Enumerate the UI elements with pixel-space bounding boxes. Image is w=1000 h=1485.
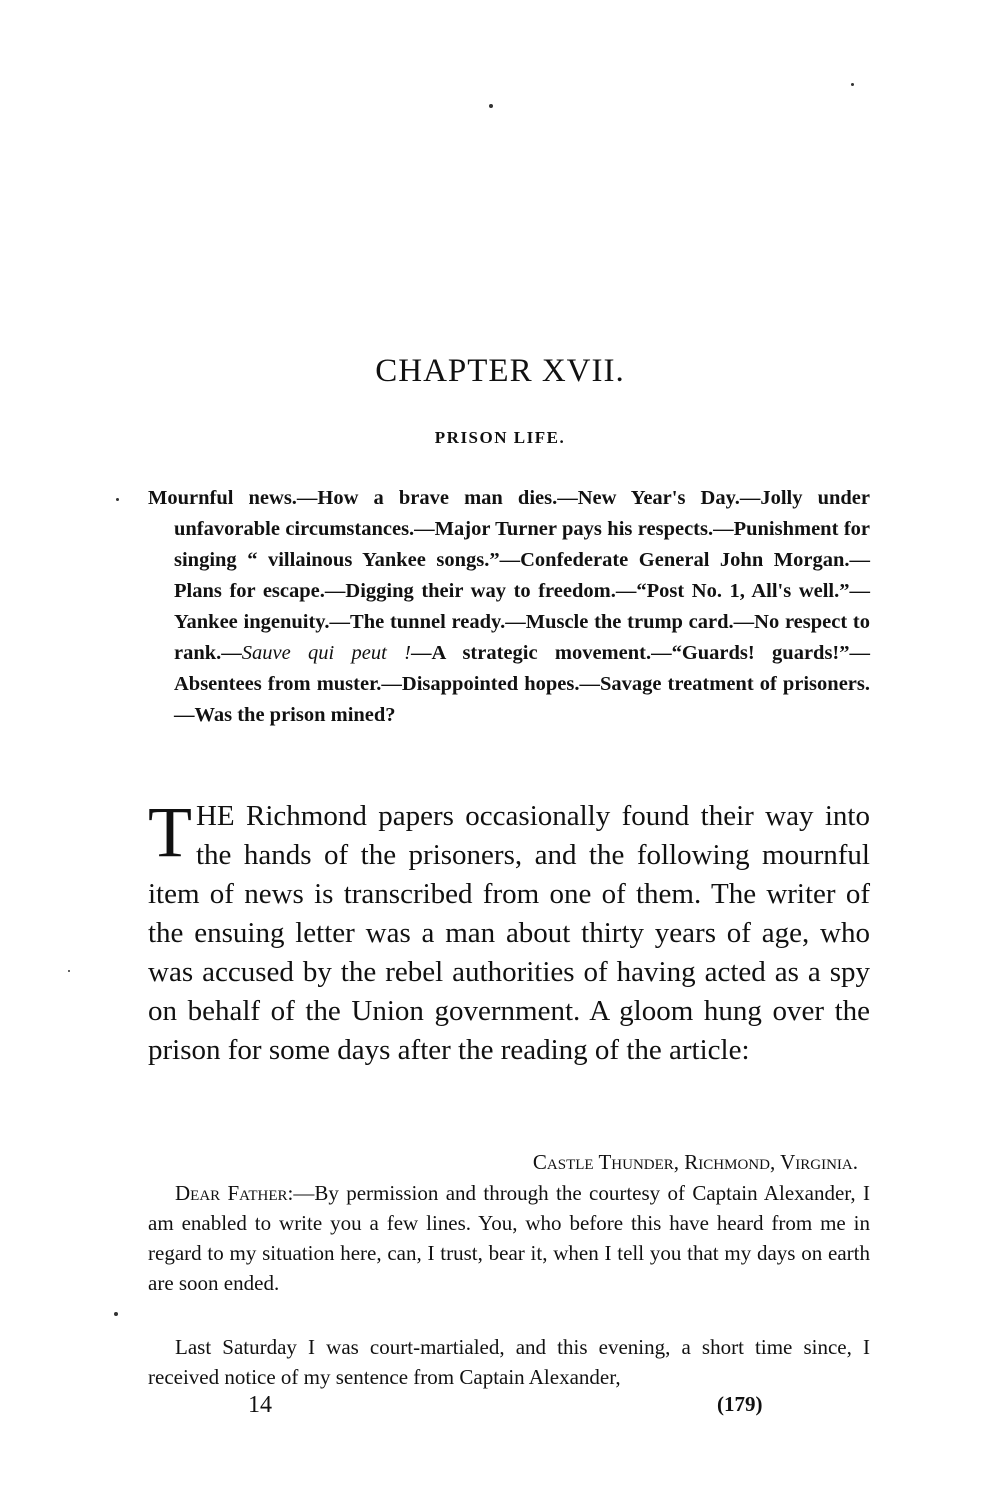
chapter-synopsis — [148, 483, 870, 731]
letter-paragraph: Last Saturday I was court-martialed, and this evening, a short time since, I received notice of my sentence from Captain Alexander, — [148, 1335, 870, 1389]
synopsis-part: Mournful news.—How a brave man dies.—New Year's Day.—Jolly under unfavorable circumstances.—Major Turner pays his respects.—Punishment for singing “ villainous Yankee songs.”—Confederate General John Morgan.—Plans for escape.—Digging their way to freedom.—“Post No. 1, All's well.”—Yankee ingenuity.—The tunnel ready.—Muscle the trump card.—No respect to rank.— — [148, 487, 870, 664]
synopsis-italic-phrase: Sauve qui peut ! — [241, 642, 411, 664]
chapter-subtitle: PRISON LIFE. — [434, 428, 566, 447]
ink-speck — [114, 1312, 118, 1316]
ink-speck — [851, 83, 854, 86]
ink-speck — [489, 104, 493, 108]
letter-paragraph — [148, 1178, 870, 1298]
ink-speck — [68, 970, 70, 972]
opening-paragraph — [148, 792, 870, 1070]
signature-mark: 14 — [248, 1392, 272, 1418]
letter-heading: Castle Thunder, Richmond, Virginia. — [532, 1150, 858, 1174]
opening-paragraph-text: HE Richmond papers occasionally found their way into the hands of the prisoners, and the following mournful item of news is transcribed from one of them. The writer of the ensuing letter was a man about thirty years of age, who was accused by the rebel authorities of having acted as a spy on behalf of the Union government. A gloom hung over the prison for some days after the reading of the article: — [148, 800, 870, 1066]
drop-cap: T — [148, 792, 192, 872]
chapter-title: CHAPTER XVII. — [375, 353, 625, 389]
synopsis-part: —A strategic movement.—“Guards! guards!”—Absentees from muster.—Disappointed hopes.—Savage treatment of prisoners.—Was the prison mined? — [174, 642, 870, 726]
ink-speck — [116, 498, 119, 501]
letter-salutation: Dear Father: — [175, 1181, 294, 1205]
letter-paragraph-text: —By permission and through the courtesy of Captain Alexander, I am enabled to write you a few lines. You, who before this have heard from me in regard to my situation here, can, I trust, bear it, when I tell you that my days on earth are soon ended. — [148, 1181, 871, 1295]
page-number: (179) — [717, 1392, 763, 1416]
